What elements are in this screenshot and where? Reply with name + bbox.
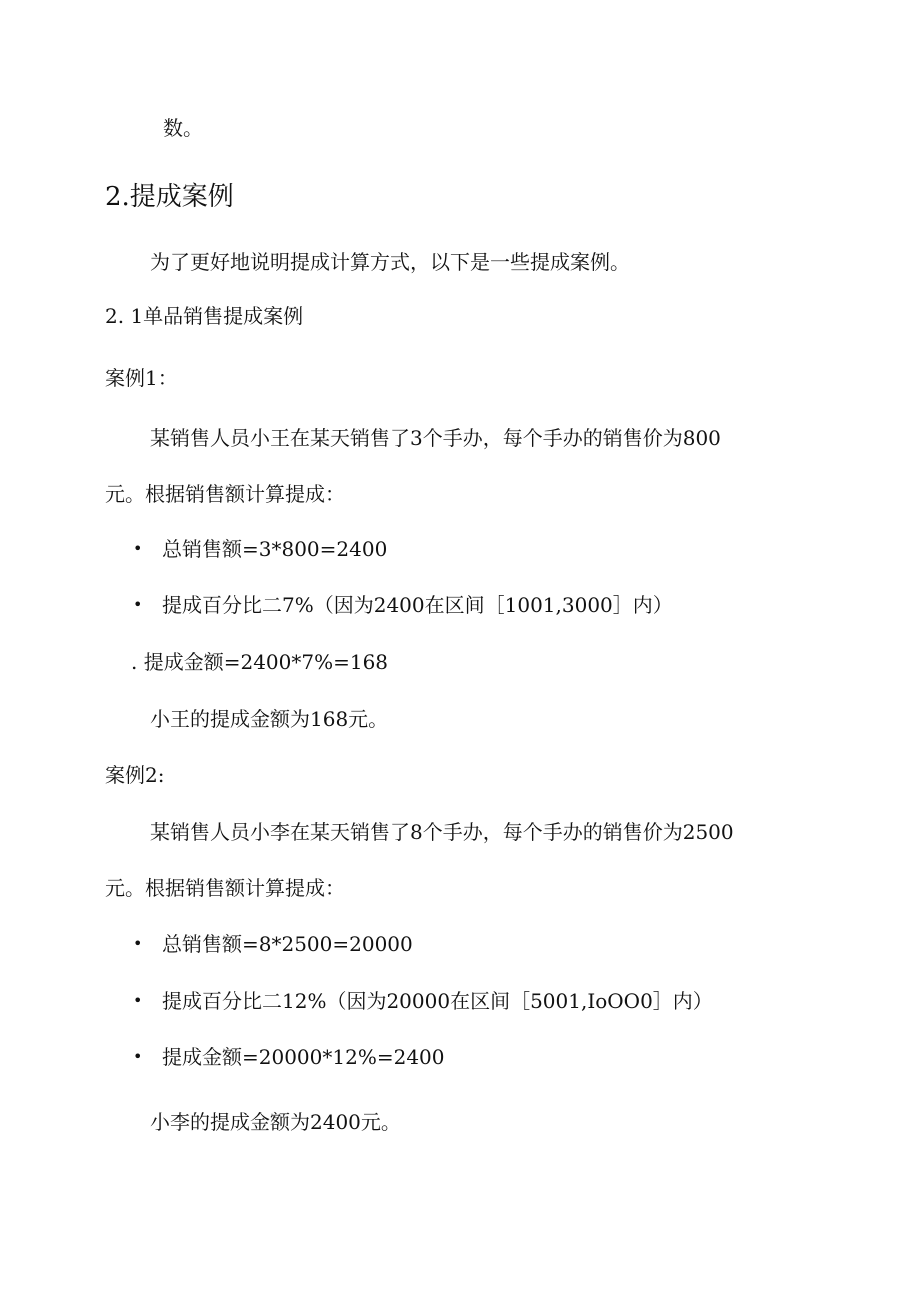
bullet-icon: • xyxy=(133,934,143,953)
case1-item-commission-rate: 提成百分比二7%（因为2400在区间［1001,3000］内） xyxy=(162,593,673,617)
bullet-icon: • xyxy=(133,991,143,1010)
case1-conclusion: 小王的提成金额为168元。 xyxy=(150,707,389,731)
case1-item-commission-amount: . 提成金额=2400*7%=168 xyxy=(131,650,389,674)
case1-item-total-sales: 总销售额=3*800=2400 xyxy=(162,537,388,561)
bullet-icon: • xyxy=(133,1047,143,1066)
case2-item-total-sales: 总销售额=8*2500=20000 xyxy=(162,932,413,956)
bullet-icon: • xyxy=(133,595,143,614)
intro-paragraph: 为了更好地说明提成计算方式，以下是一些提成案例。 xyxy=(150,250,630,274)
case2-title: 案例2: xyxy=(105,763,165,787)
case1-description-line2: 元。根据销售额计算提成： xyxy=(105,482,345,506)
case2-item-commission-amount: 提成金额=20000*12%=2400 xyxy=(162,1045,445,1069)
bullet-icon: • xyxy=(133,539,143,558)
carryover-text: 数。 xyxy=(163,116,203,140)
subsection-heading: 2. 1单品销售提成案例 xyxy=(105,304,304,328)
case2-description-line1: 某销售人员小李在某天销售了8个手办，每个手办的销售价为2500 xyxy=(150,820,734,844)
case2-conclusion: 小李的提成金额为2400元。 xyxy=(150,1110,401,1134)
section-heading: 2.提成案例 xyxy=(105,182,234,212)
case1-title: 案例1： xyxy=(105,366,178,390)
case2-item-commission-rate: 提成百分比二12%（因为20000在区间［5001,IoOO0］内） xyxy=(162,989,713,1013)
case1-description-line1: 某销售人员小王在某天销售了3个手办，每个手办的销售价为800 xyxy=(150,426,721,450)
case2-description-line2: 元。根据销售额计算提成： xyxy=(105,876,345,900)
